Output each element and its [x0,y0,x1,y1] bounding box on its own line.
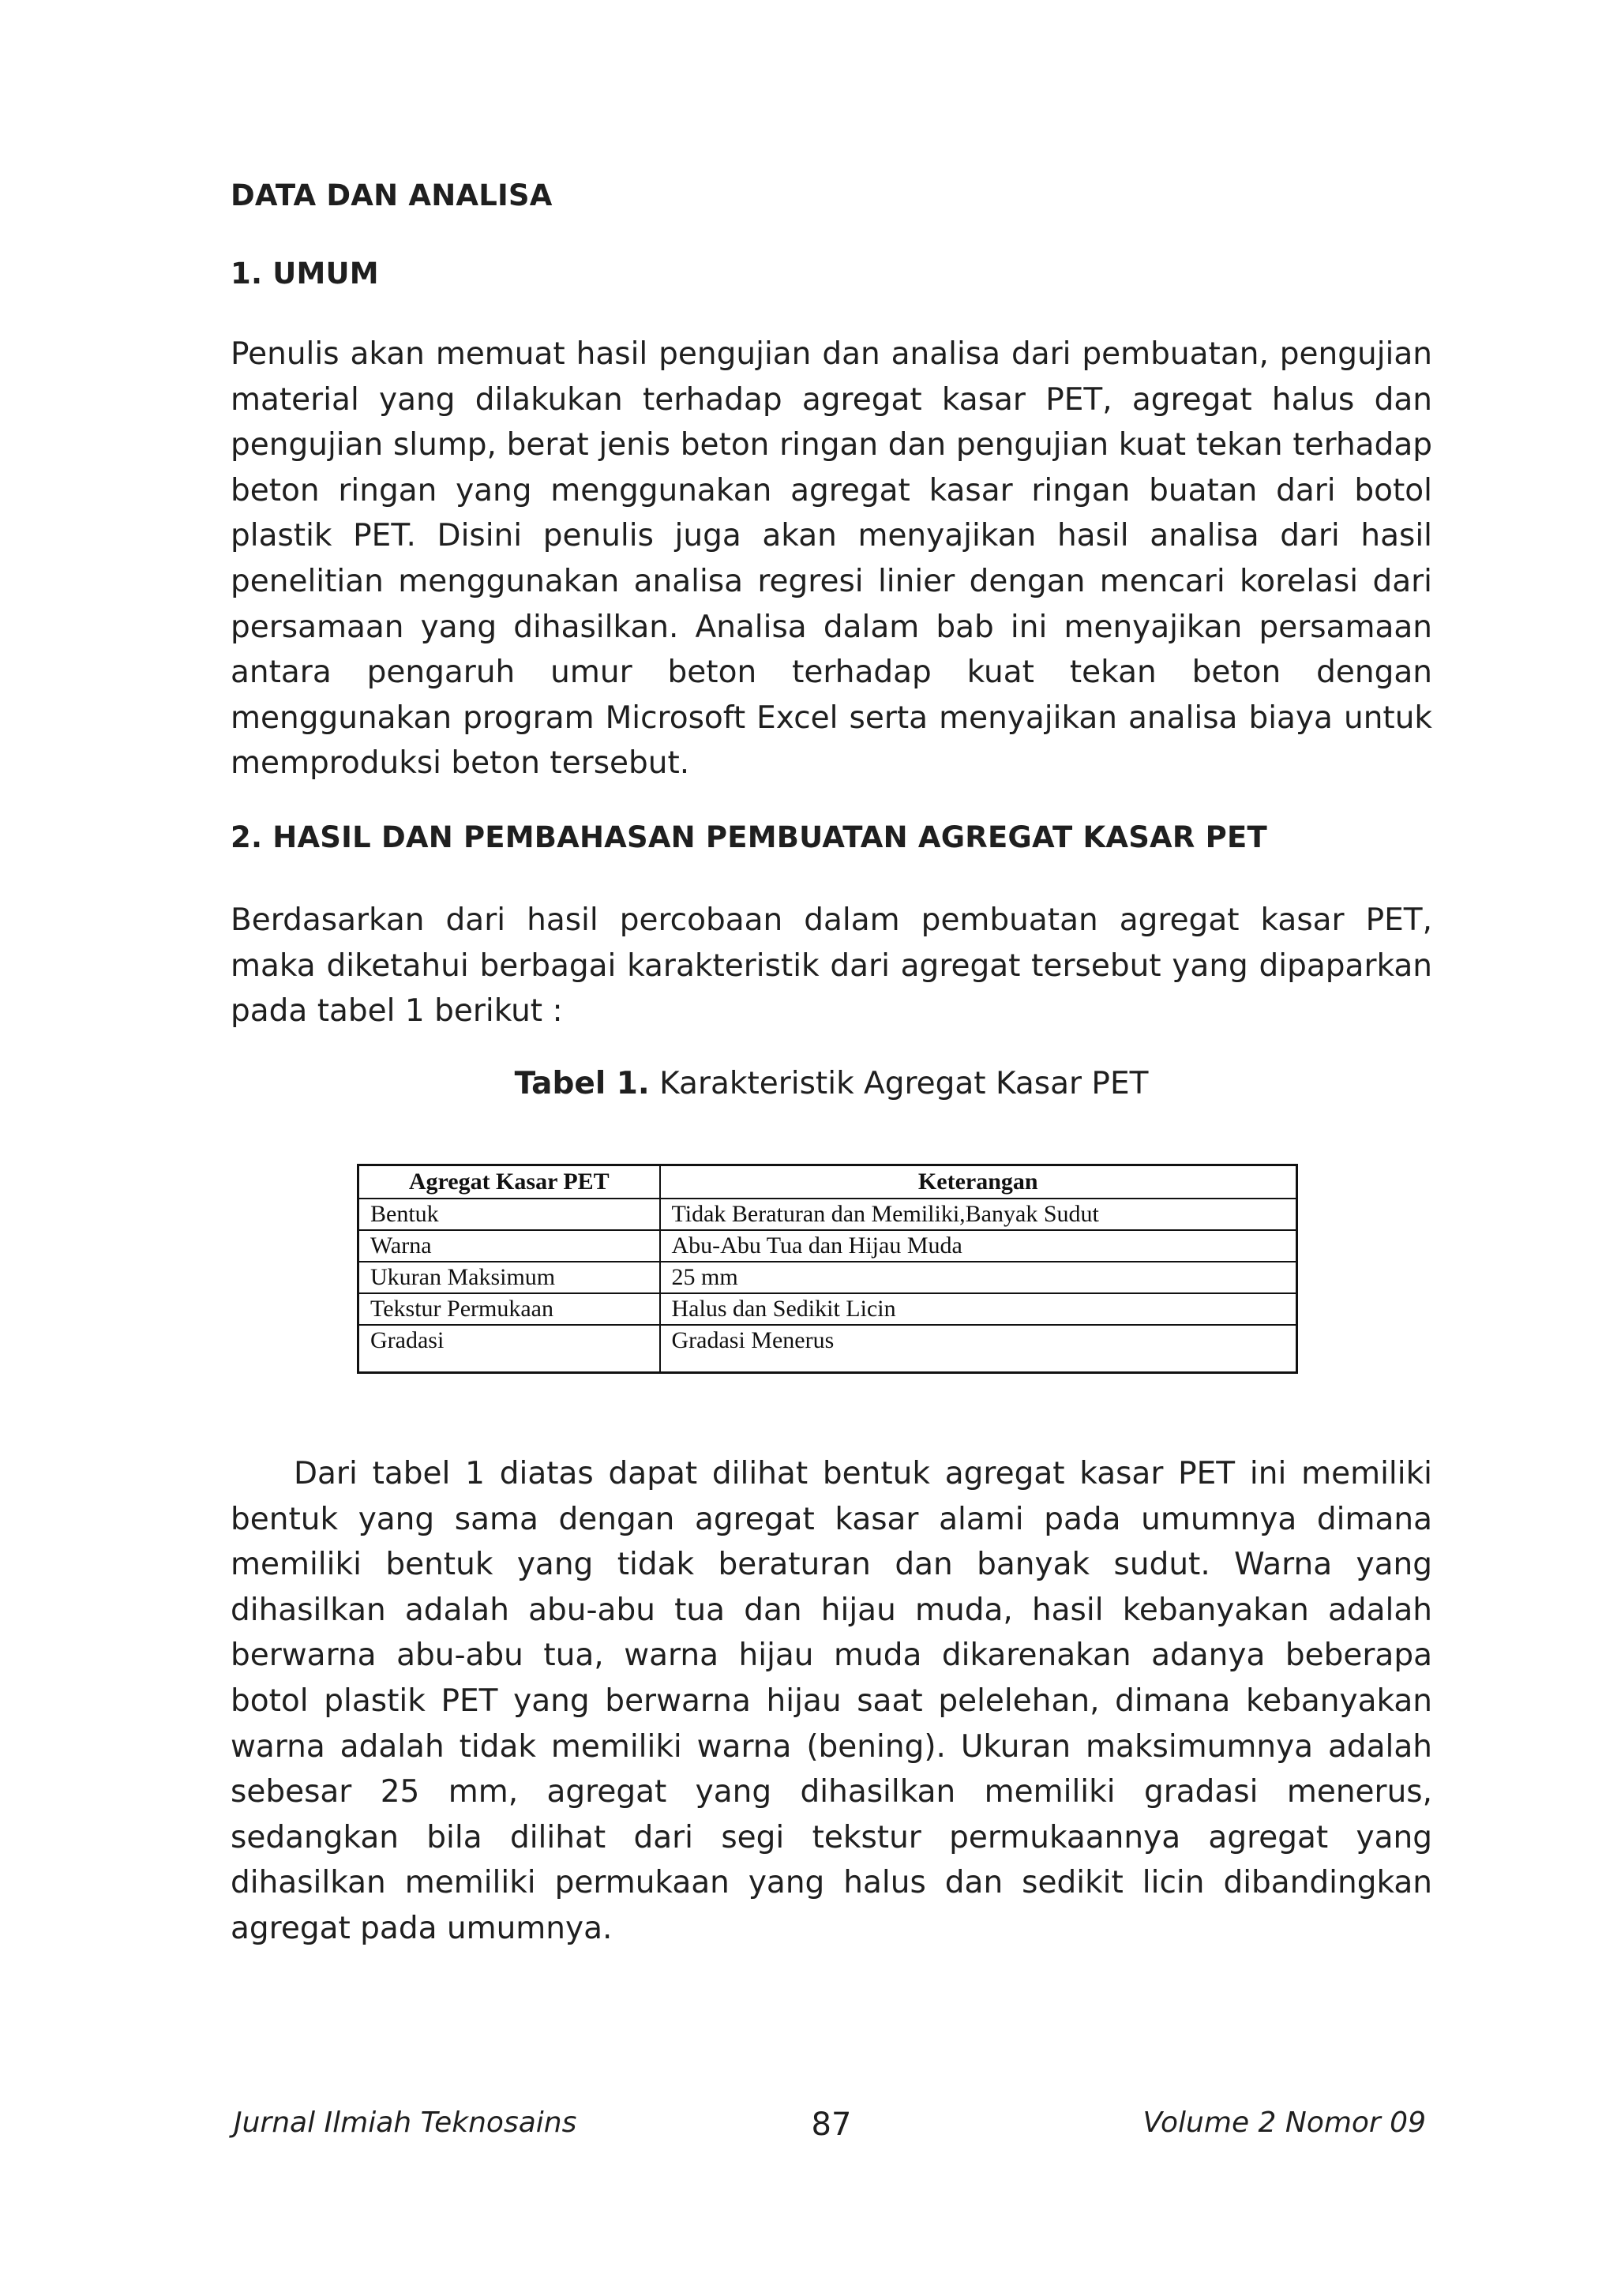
table-cell-description: 25 mm [660,1262,1297,1293]
table-row [358,1293,1297,1325]
section-title: DATA DAN ANALISA [231,178,553,212]
table-caption-label: Tabel 1. [514,1066,650,1101]
footer-journal-name: Jurnal Ilmiah Teknosains [234,2107,577,2139]
table-cell-property: Gradasi [358,1325,660,1373]
table-row [358,1230,1297,1262]
subsection-heading-umum: 1. UMUM [231,257,379,291]
table-header-cell: Keterangan [660,1165,1297,1199]
table-cell-property: Warna [358,1230,660,1262]
table-cell-description: Tidak Beraturan dan Memiliki,Banyak Sudut [660,1199,1297,1230]
table-row [358,1325,1297,1373]
subsection-heading-hasil: 2. HASIL DAN PEMBAHASAN PEMBUATAN AGREGAT KASAR PET [231,820,1267,854]
table-cell-description: Gradasi Menerus [660,1325,1297,1373]
table-body [358,1199,1297,1373]
table-row [358,1199,1297,1230]
paragraph-discussion: Dari tabel 1 diatas dapat dilihat bentuk agregat kasar PET ini memiliki bentuk yang sama dengan agregat kasar alami pada umumnya dimana memiliki bentuk yang tidak beraturan dan banyak sudut. Warna yang dihasilkan adalah abu-abu tua dan hijau muda, hasil kebanyakan adalah berwarna abu-abu tua, warna hijau muda dikarenakan adanya beberapa botol plastik PET yang berwarna hijau saat pelelehan, dimana kebanyakan warna adalah tidak memiliki warna (bening). Ukuran maksimumnya adalah sebesar 25 mm, agregat yang dihasilkan memiliki gradasi menerus, sedangkan bila dilihat dari segi tekstur permukaannya agregat yang dihasilkan memiliki permukaan yang halus dan sedikit licin dibandingkan agregat pada umumnya. [231,1456,1432,1946]
paragraph-umum: Penulis akan memuat hasil pengujian dan analisa dari pembuatan, pengujian material yang dilakukan terhadap agregat kasar PET, agregat halus dan pengujian slump, berat jenis beton ringan dan pengujian kuat tekan terhadap beton ringan yang menggunakan agregat kasar ringan buatan dari botol plastik PET. Disini penulis juga akan menyajikan hasil analisa dari hasil penelitian menggunakan analisa regresi linier dengan mencari korelasi dari persamaan yang dihasilkan. Analisa dalam bab ini menyajikan persamaan antara pengaruh umur beton terhadap kuat tekan beton dengan menggunakan program Microsoft Excel serta menyajikan analisa biaya untuk memproduksi beton tersebut. [231,336,1432,782]
table-caption-text: Karakteristik Agregat Kasar PET [659,1066,1149,1101]
table-header-row [358,1165,1297,1199]
table-cell-property: Bentuk [358,1199,660,1230]
table-cell-description: Abu-Abu Tua dan Hijau Muda [660,1230,1297,1262]
table-row [358,1262,1297,1293]
table-cell-property: Ukuran Maksimum [358,1262,660,1293]
paragraph-hasil: Berdasarkan dari hasil percobaan dalam pembuatan agregat kasar PET, maka diketahui berbagai karakteristik dari agregat tersebut yang dipaparkan pada tabel 1 berikut : [231,902,1432,1030]
table-cell-description: Halus dan Sedikit Licin [660,1293,1297,1325]
table-header-cell: Agregat Kasar PET [358,1165,660,1199]
table-cell-property: Tekstur Permukaan [358,1293,660,1325]
footer-volume: Volume 2 Nomor 09 [1142,2107,1426,2139]
characteristics-table [357,1164,1298,1374]
table-container [357,1164,1298,1374]
table-caption [231,1066,1432,1101]
footer-page-number: 87 [811,2107,852,2143]
document-page [231,0,1432,2296]
page-footer [231,2107,1432,2146]
